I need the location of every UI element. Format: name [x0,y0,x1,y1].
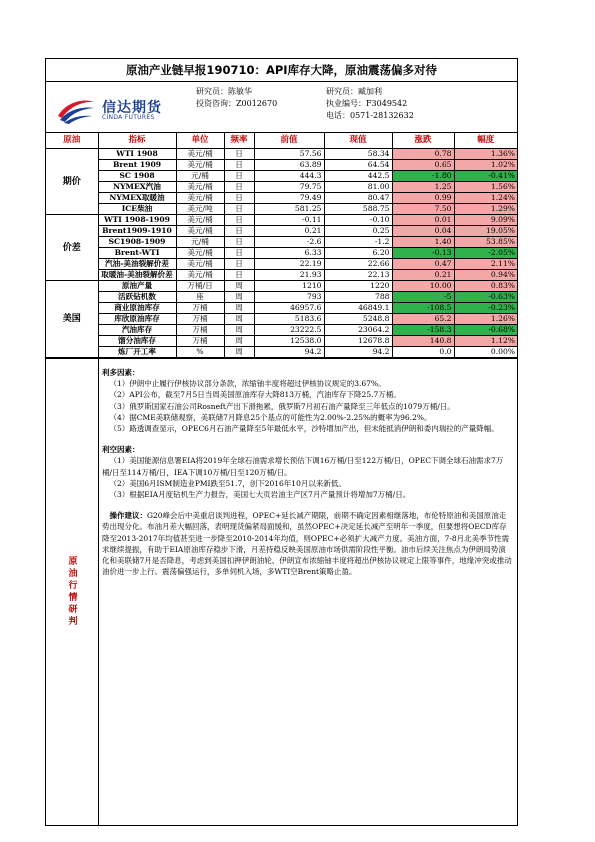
current-value-cell: 6.20 [324,248,392,259]
indicator-cell: 原油产量 [98,281,176,292]
commentary-label: 原油行情研判 [46,359,99,825]
percent-cell: 53.85% [454,237,517,248]
percent-cell: 0.83% [454,281,517,292]
unit-cell: 万桶 [176,314,224,325]
previous-value-cell: 793 [254,292,324,303]
percent-cell: 2.11% [454,259,517,270]
indicator-cell: 汽油库存 [98,325,176,336]
indicator-cell: ICE柴油 [98,204,176,215]
previous-value-cell: 581.25 [254,204,324,215]
category-cell: 价差 [46,215,98,281]
current-value-cell: 94.2 [324,347,392,358]
unit-cell: % [176,347,224,358]
change-cell: 0.78 [392,149,454,160]
unit-cell: 美元/桶 [176,182,224,193]
current-value-cell: 12678.8 [324,336,392,347]
previous-value-cell: 79.49 [254,193,324,204]
percent-cell: 1.56% [454,182,517,193]
indicator-cell: WTI 1908-1909 [98,215,176,226]
change-cell: 1.40 [392,237,454,248]
table-row [46,281,517,292]
table-row [46,204,517,215]
indicator-cell: 馏分油库存 [98,336,176,347]
table-row [46,259,517,270]
indicator-cell: SC1908-1909 [98,237,176,248]
report-title: 原油产业链早报190710：API库存大降，原油震荡偏多对待 [46,59,517,82]
current-value-cell: 22.13 [324,270,392,281]
percent-cell: -0.68% [454,325,517,336]
unit-cell: 美元/吨 [176,204,224,215]
percent-cell: -0.63% [454,292,517,303]
table-row [46,215,517,226]
current-value-cell: 442.5 [324,171,392,182]
previous-value-cell: 79.75 [254,182,324,193]
previous-value-cell: 444.3 [254,171,324,182]
table-row [46,182,517,193]
table-row [46,237,517,248]
operation-label: 操作建议： [109,511,147,521]
unit-cell: 美元/桶 [176,248,224,259]
previous-value-cell: 23222.5 [254,325,324,336]
change-cell: 0.65 [392,160,454,171]
unit-cell: 元/桶 [176,171,224,182]
header-current: 现值 [324,133,392,149]
operation-advice [102,510,513,577]
table-row [46,270,517,281]
report-header [46,82,517,133]
unit-cell: 美元/桶 [176,259,224,270]
indicator-cell: 汽油-美油裂解价差 [98,259,176,270]
price-table-body [46,133,517,358]
percent-cell: 1.26% [454,314,517,325]
unit-cell: 美元/桶 [176,270,224,281]
previous-value-cell: 63.89 [254,160,324,171]
previous-value-cell: 46957.6 [254,303,324,314]
percent-cell: -0.41% [454,171,517,182]
previous-value-cell: 22.19 [254,259,324,270]
price-table [46,133,517,358]
table-row [46,248,517,259]
unit-cell: 万桶 [176,303,224,314]
change-cell: 0.99 [392,193,454,204]
previous-value-cell: 94.2 [254,347,324,358]
change-cell: -0.13 [392,248,454,259]
indicator-cell: Brent-WTI [98,248,176,259]
analyst-info-left [196,86,277,110]
previous-value-cell: -0.11 [254,215,324,226]
logo-text-cn: 信达期货 [102,100,162,116]
indicator-cell: 商业原油库存 [98,303,176,314]
frequency-cell: 周 [224,347,254,358]
header-unit: 单位 [176,133,224,149]
percent-cell: 1.29% [454,204,517,215]
analyst-info-right [326,86,414,122]
indicator-cell: 炼厂开工率 [98,347,176,358]
previous-value-cell: 12538.0 [254,336,324,347]
bullish-item: （3）俄罗斯国家石油公司Rosneft产出下滑拖累，俄罗斯7月初石油产量降至三年低点的1079万桶/日。 [109,401,455,411]
current-value-cell: -1.2 [324,237,392,248]
indicator-cell: NYMEX取暖油 [98,193,176,204]
change-cell: 1.25 [392,182,454,193]
current-value-cell: 0.25 [324,226,392,237]
unit-cell: 万桶 [176,336,224,347]
table-row [46,171,517,182]
bullish-item: （4）据CME美联储观察，美联储7月降息25个基点的可能性为2.00%-2.25%的概率为96.2%。 [109,412,432,422]
previous-value-cell: -2.6 [254,237,324,248]
cinda-logo [56,96,174,124]
frequency-cell: 周 [224,281,254,292]
indicator-cell: 活跃钻机数 [98,292,176,303]
commentary-body [102,363,513,577]
frequency-cell: 日 [224,259,254,270]
change-cell: -108.5 [392,303,454,314]
percent-cell: 1.36% [454,149,517,160]
frequency-cell: 日 [224,248,254,259]
percent-cell: 0.00% [454,347,517,358]
researcher-2: 研究员：臧加利 [326,87,382,96]
change-cell: 65.2 [392,314,454,325]
frequency-cell: 日 [224,171,254,182]
change-cell: 0.04 [392,226,454,237]
change-cell: 0.01 [392,215,454,226]
change-cell: -5 [392,292,454,303]
consultant-number: 投资咨询：Z0012670 [196,99,278,108]
header-change: 涨跌 [392,133,454,149]
phone-number: 电话：0571-28132632 [326,111,414,120]
bullish-item: （1）伊朗中止履行伊核协议部分条款，浓缩铀丰度将超过伊核协议规定的3.67%。 [109,379,386,389]
indicator-cell: NYMEX汽油 [98,182,176,193]
bullish-item: （2）API公布，截至7月5日当周美国原油库存大降813万桶，汽油库存下降25.7万桶。 [109,390,401,400]
frequency-cell: 日 [224,149,254,160]
percent-cell: 19.05% [454,226,517,237]
change-cell: 0.21 [392,270,454,281]
header-indicator: 指标 [98,133,176,149]
table-row [46,336,517,347]
current-value-cell: 23064.2 [324,325,392,336]
unit-cell: 美元/桶 [176,149,224,160]
frequency-cell: 周 [224,303,254,314]
category-cell: 期价 [46,149,98,215]
frequency-cell: 周 [224,314,254,325]
indicator-cell: Brent 1909 [98,160,176,171]
percent-cell: 9.09% [454,215,517,226]
unit-cell: 美元/桶 [176,226,224,237]
bullish-title: 利多因素： [102,368,140,377]
table-row [46,303,517,314]
frequency-cell: 周 [224,325,254,336]
current-value-cell: 64.54 [324,160,392,171]
current-value-cell: 588.75 [324,204,392,215]
current-value-cell: 58.34 [324,149,392,160]
percent-cell: 1.24% [454,193,517,204]
indicator-cell: WTI 1908 [98,149,176,160]
change-cell: -1.80 [392,171,454,182]
previous-value-cell: 21.93 [254,270,324,281]
unit-cell: 美元/桶 [176,215,224,226]
frequency-cell: 周 [224,292,254,303]
cinda-logo-icon [56,96,96,124]
previous-value-cell: 5183.6 [254,314,324,325]
current-value-cell: 5248.8 [324,314,392,325]
researcher-1: 研究员：陈敏华 [196,87,252,96]
current-value-cell: 46849.1 [324,303,392,314]
bearish-item: （3）根据EIA月度钻机生产力报告，美国七大页岩油主产区7月产量预计将增加7万桶/日。 [109,490,411,500]
frequency-cell: 日 [224,160,254,171]
frequency-cell: 周 [224,336,254,347]
header-percent: 幅度 [454,133,517,149]
current-value-cell: 81.00 [324,182,392,193]
frequency-cell: 日 [224,193,254,204]
table-row [46,193,517,204]
current-value-cell: 1220 [324,281,392,292]
header-category: 原油 [46,133,98,149]
percent-cell: 1.02% [454,160,517,171]
change-cell: 7.50 [392,204,454,215]
table-row [46,160,517,171]
unit-cell: 元/桶 [176,237,224,248]
table-row [46,149,517,160]
table-row [46,226,517,237]
market-commentary [46,358,517,825]
change-cell: 0.0 [392,347,454,358]
unit-cell: 座 [176,292,224,303]
frequency-cell: 日 [224,182,254,193]
frequency-cell: 日 [224,204,254,215]
logo-text-en: CINDA FUTURES [102,114,155,121]
bullish-item: （5）路透调查显示，OPEC6月石油产量降至5年最低水平，沙特增加产出，但未能抵消伊朗和委内瑞拉的产量降幅。 [109,424,499,434]
category-cell: 美国 [46,281,98,358]
unit-cell: 美元/桶 [176,160,224,171]
previous-value-cell: 6.33 [254,248,324,259]
operation-text: G20峰会后中美重启谈判进程，OPEC+延长减产期限，前期不确定因素相继落地，布伦特原油和美国原油走势出现分化。布油月差大幅回落，表明现货偏紧局面缓和，虽然OPEC+决定延长减产至明年一季度，但要想将OECD库存降至2013-2017年均值甚至进一步降至2010-2014年均值，则OPEC+必须扩大减产力度。美油方面，7-8月北美季节性需求继续提振，有助于EIA原油库存稳步下滑，月差持稳反映美国原油市场供需阶段性平衡。油市后续关注焦点为伊朗局势演化和美联储7月是否降息，考虑到美国扣押伊朗油轮、伊朗宣布浓缩铀丰度将超出伊核协议规定上限等事件，地缘冲突或推动油价进一步上行。震荡偏强运行，多单伺机入场，多WTI空Brent策略止盈。 [102,511,512,577]
change-cell: -158.3 [392,325,454,336]
indicator-cell: Brent1909-1910 [98,226,176,237]
percent-cell: -2.05% [454,248,517,259]
current-value-cell: 80.47 [324,193,392,204]
header-frequency: 频率 [224,133,254,149]
change-cell: 10.00 [392,281,454,292]
frequency-cell: 日 [224,215,254,226]
change-cell: 140.8 [392,336,454,347]
header-previous: 前值 [254,133,324,149]
current-value-cell: 22.66 [324,259,392,270]
unit-cell: 美元/桶 [176,193,224,204]
practice-number: 执业编号：F3049542 [326,99,408,108]
unit-cell: 万桶/日 [176,281,224,292]
indicator-cell: 取暖油-美油裂解价差 [98,270,176,281]
percent-cell: 0.94% [454,270,517,281]
indicator-cell: 库欣原油库存 [98,314,176,325]
percent-cell: -0.23% [454,303,517,314]
indicator-cell: SC 1908 [98,171,176,182]
table-header-row [46,133,517,149]
current-value-cell: -0.10 [324,215,392,226]
previous-value-cell: 0.21 [254,226,324,237]
frequency-cell: 日 [224,270,254,281]
table-row [46,325,517,336]
unit-cell: 万桶 [176,325,224,336]
bearish-item: （2）美国6月ISM制造业PMI跌至51.7，创下2016年10月以来新低。 [109,478,346,488]
frequency-cell: 日 [224,237,254,248]
frequency-cell: 日 [224,226,254,237]
table-row [46,292,517,303]
change-cell: 0.47 [392,259,454,270]
bearish-item: （1）美国能源信息署EIA将2019年全球石油需求增长预估下调16万桶/日至122万桶/日，OPEC下调全球石油需求7万桶/日至114万桶/日，IEA下调10万桶/日至120万桶/日。 [102,456,504,477]
previous-value-cell: 1210 [254,281,324,292]
bearish-title: 利空因素： [102,445,140,455]
report-sheet [45,58,518,826]
table-row [46,347,517,358]
current-value-cell: 788 [324,292,392,303]
previous-value-cell: 57.56 [254,149,324,160]
table-row [46,314,517,325]
percent-cell: 1.12% [454,336,517,347]
